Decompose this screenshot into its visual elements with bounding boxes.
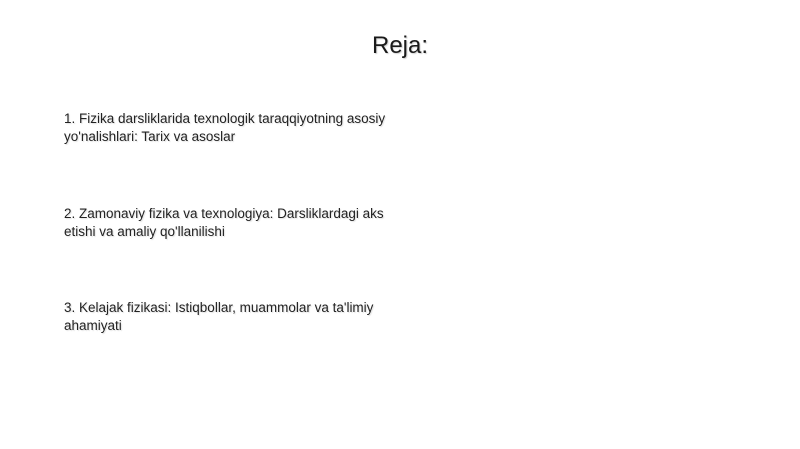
plan-item-3: 3. Kelajak fizikasi: Istiqbollar, muammolar va ta'limiy ahamiyati — [64, 300, 374, 333]
plan-item-2: 2. Zamonaviy fizika va texnologiya: Darsliklardagi aks etishi va amaliy qo'llanilishi — [64, 206, 384, 239]
plan-item-1: 1. Fizika darsliklarida texnologik taraqqiyotning asosiy yo'nalishlari: Tarix va asoslar — [64, 111, 386, 144]
slide-title: Reja: — [371, 32, 429, 59]
